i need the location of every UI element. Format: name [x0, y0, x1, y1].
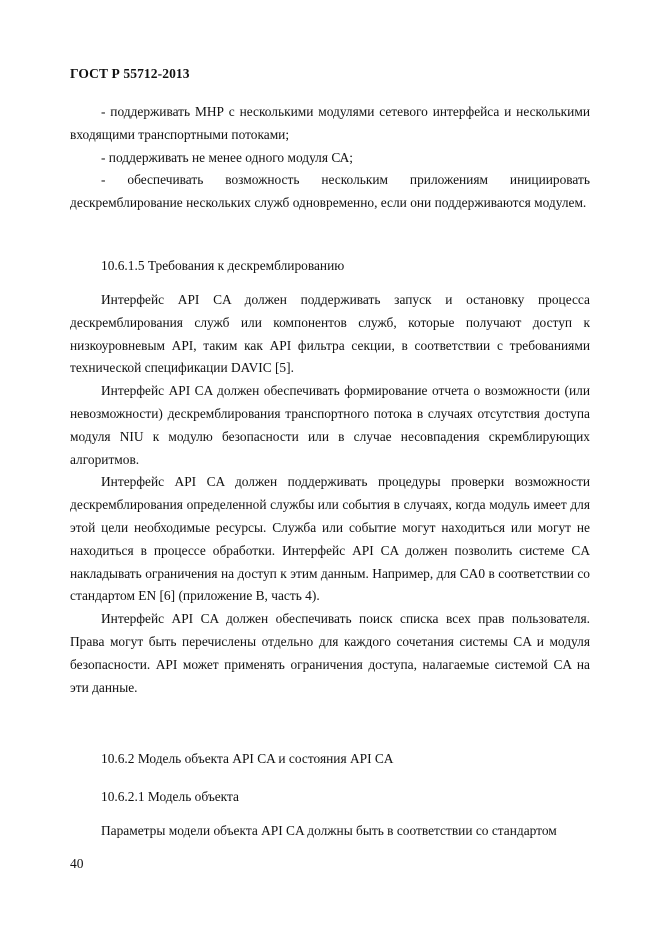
section-body-10-6-2-1	[70, 820, 590, 843]
paragraph: Параметры модели объекта API CA должны быть в соответствии со стандартом	[101, 823, 557, 838]
page-number: 40	[70, 856, 84, 871]
section-heading-10-6-2-1: 10.6.2.1 Модель объекта	[101, 789, 239, 804]
paragraph: Интерфейс API CA должен обеспечивать формирование отчета о возможности (или невозможности) дескремблирования транспортного потока в случаях отсутствия доступа модуля NIU к модулю безопасности или в случае несовпадения скремблирующих алгоритмов.	[70, 383, 590, 467]
section-body-10-6-1-5	[70, 289, 590, 699]
bullet-item: - поддерживать не менее одного модуля СА;	[101, 149, 354, 165]
bullet-item: - обеспечивать возможность нескольким приложениям инициировать дескремблирование нескольких служб одновременно, если они поддерживаются модулем.	[70, 172, 590, 211]
paragraph: Интерфейс API CA должен обеспечивать поиск списка всех прав пользователя. Права могут быть перечислены отдельно для каждого сочетания системы CA и модуля безопасности. API может применять ограничения доступа, налагаемые системой CA на эти данные.	[70, 611, 590, 695]
bullet-item: - поддерживать МНР с несколькими модулями сетевого интерфейса и несколькими входящими транспортными потоками;	[70, 104, 590, 142]
document-header: ГОСТ Р 55712-2013	[70, 66, 190, 81]
paragraph: Интерфейс API CA должен поддерживать запуск и остановку процесса дескремблирования служб или компонентов служб, которые получают доступ к низкоуровневым API, таким как API фильтра секции, в соответствии с требованиями технической спецификации DAVIC [5].	[70, 292, 590, 376]
section-heading-10-6-1-5: 10.6.1.5 Требования к дескремблированию	[101, 258, 345, 273]
section-heading-10-6-2: 10.6.2 Модель объекта API CA и состояния API CA	[101, 751, 394, 766]
bullet-list	[70, 101, 590, 215]
paragraph: Интерфейс API CA должен поддерживать процедуры проверки возможности дескремблирования определенной службы или события в случаях, когда модуль имеет для этой цели необходимые ресурсы. Служба или событие могут находиться или могут не находиться в процессе обработки. Интерфейс API CA должен позволить системе CA накладывать ограничения на доступ к этим данным. Например, для CA0 в соответствии со стандартом EN [6] (приложение B, часть 4).	[70, 474, 590, 604]
